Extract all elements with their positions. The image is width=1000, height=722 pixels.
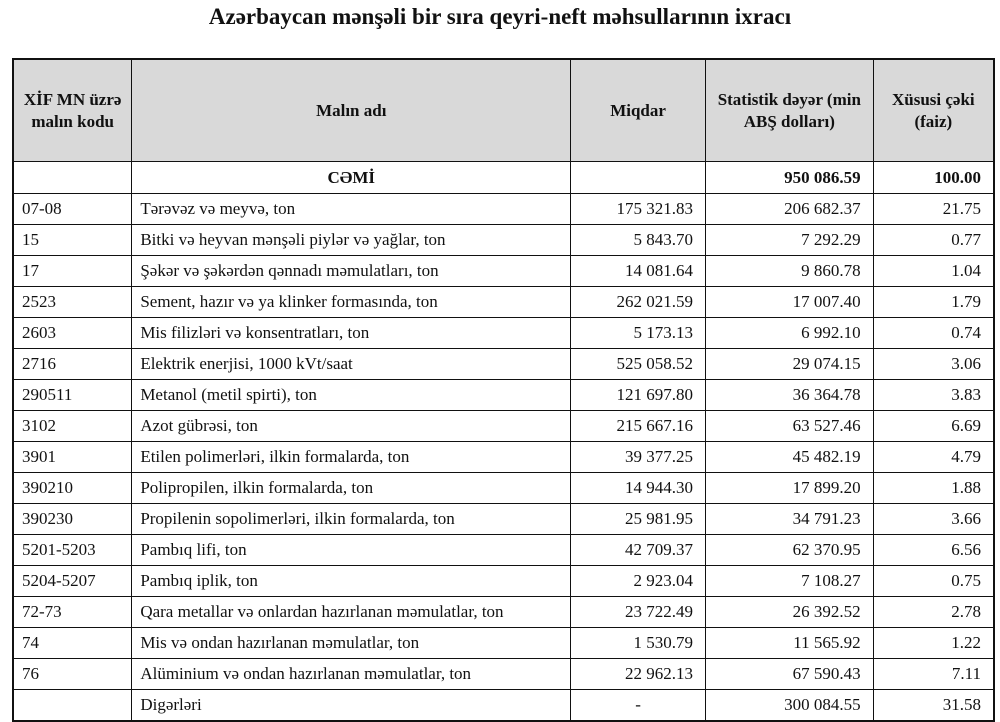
- table-row: [13, 225, 994, 256]
- cell-code: 5204-5207: [13, 566, 132, 597]
- cell-quantity: 121 697.80: [571, 380, 706, 411]
- table-row: [13, 380, 994, 411]
- cell-name: Bitki və heyvan mənşəli piylər və yağlar, ton: [132, 225, 571, 256]
- table-row: [13, 690, 994, 722]
- total-row: [13, 162, 994, 194]
- cell-value: 7 292.29: [705, 225, 873, 256]
- cell-share: 1.79: [873, 287, 994, 318]
- cell-value: 26 392.52: [705, 597, 873, 628]
- cell-share: 2.78: [873, 597, 994, 628]
- cell-quantity: 42 709.37: [571, 535, 706, 566]
- cell-code: 390230: [13, 504, 132, 535]
- cell-quantity: 25 981.95: [571, 504, 706, 535]
- cell-share: 0.75: [873, 566, 994, 597]
- total-share: 100.00: [873, 162, 994, 194]
- total-value: 950 086.59: [705, 162, 873, 194]
- cell-value: 67 590.43: [705, 659, 873, 690]
- cell-quantity: 215 667.16: [571, 411, 706, 442]
- cell-code: 74: [13, 628, 132, 659]
- cell-name: Etilen polimerləri, ilkin formalarda, ton: [132, 442, 571, 473]
- cell-name: Şəkər və şəkərdən qənnadı məmulatları, ton: [132, 256, 571, 287]
- cell-value: 45 482.19: [705, 442, 873, 473]
- cell-value: 34 791.23: [705, 504, 873, 535]
- cell-name: Tərəvəz və meyvə, ton: [132, 194, 571, 225]
- cell-name: Mis filizləri və konsentratları, ton: [132, 318, 571, 349]
- total-quantity: [571, 162, 706, 194]
- cell-quantity: 22 962.13: [571, 659, 706, 690]
- cell-code: 07-08: [13, 194, 132, 225]
- cell-value: 63 527.46: [705, 411, 873, 442]
- cell-code: 3901: [13, 442, 132, 473]
- cell-name: Pambıq iplik, ton: [132, 566, 571, 597]
- cell-value: 300 084.55: [705, 690, 873, 722]
- cell-quantity: 175 321.83: [571, 194, 706, 225]
- cell-share: 3.83: [873, 380, 994, 411]
- cell-name: Alüminium və ondan hazırlanan məmulatlar, ton: [132, 659, 571, 690]
- cell-value: 62 370.95: [705, 535, 873, 566]
- cell-quantity: 1 530.79: [571, 628, 706, 659]
- cell-quantity: 525 058.52: [571, 349, 706, 380]
- cell-name: Mis və ondan hazırlanan məmulatlar, ton: [132, 628, 571, 659]
- header-value: Statistik dəyər (min ABŞ dolları): [705, 59, 873, 162]
- cell-quantity: 5 843.70: [571, 225, 706, 256]
- cell-share: 0.74: [873, 318, 994, 349]
- header-quantity: Miqdar: [571, 59, 706, 162]
- cell-name: Elektrik enerjisi, 1000 kVt/saat: [132, 349, 571, 380]
- cell-value: 206 682.37: [705, 194, 873, 225]
- header-code: XİF MN üzrə malın kodu: [13, 59, 132, 162]
- cell-share: 1.88: [873, 473, 994, 504]
- cell-value: 6 992.10: [705, 318, 873, 349]
- cell-name: Propilenin sopolimerləri, ilkin formalarda, ton: [132, 504, 571, 535]
- table-row: [13, 256, 994, 287]
- cell-name: Qara metallar və onlardan hazırlanan məmulatlar, ton: [132, 597, 571, 628]
- header-share: Xüsusi çəki (faiz): [873, 59, 994, 162]
- cell-code: 15: [13, 225, 132, 256]
- cell-quantity: 14 944.30: [571, 473, 706, 504]
- table-row: [13, 659, 994, 690]
- cell-quantity: 14 081.64: [571, 256, 706, 287]
- cell-code: 290511: [13, 380, 132, 411]
- cell-share: 1.04: [873, 256, 994, 287]
- cell-share: 7.11: [873, 659, 994, 690]
- export-table: [12, 58, 995, 722]
- cell-share: 3.06: [873, 349, 994, 380]
- cell-name: Polipropilen, ilkin formalarda, ton: [132, 473, 571, 504]
- table-row: [13, 473, 994, 504]
- cell-quantity: 5 173.13: [571, 318, 706, 349]
- total-code: [13, 162, 132, 194]
- cell-code: 5201-5203: [13, 535, 132, 566]
- table-row: [13, 442, 994, 473]
- table-row: [13, 504, 994, 535]
- total-label: CƏMİ: [132, 162, 571, 194]
- cell-quantity: 23 722.49: [571, 597, 706, 628]
- cell-value: 36 364.78: [705, 380, 873, 411]
- table-row: [13, 287, 994, 318]
- cell-code: 2603: [13, 318, 132, 349]
- page-title: Azərbaycan mənşəli bir sıra qeyri-neft məhsullarının ixracı: [208, 4, 792, 29]
- cell-share: 1.22: [873, 628, 994, 659]
- cell-quantity: 39 377.25: [571, 442, 706, 473]
- header-name: Malın adı: [132, 59, 571, 162]
- table-row: [13, 628, 994, 659]
- cell-code: 2716: [13, 349, 132, 380]
- cell-value: 29 074.15: [705, 349, 873, 380]
- cell-code: 17: [13, 256, 132, 287]
- table-row: [13, 194, 994, 225]
- table-row: [13, 318, 994, 349]
- cell-share: 21.75: [873, 194, 994, 225]
- cell-code: 390210: [13, 473, 132, 504]
- table-row: [13, 566, 994, 597]
- cell-name: Metanol (metil spirti), ton: [132, 380, 571, 411]
- table-row: [13, 597, 994, 628]
- table-row: [13, 349, 994, 380]
- cell-name: Digərləri: [132, 690, 571, 722]
- cell-code: 76: [13, 659, 132, 690]
- cell-quantity: -: [571, 690, 706, 722]
- cell-name: Pambıq lifi, ton: [132, 535, 571, 566]
- cell-value: 17 899.20: [705, 473, 873, 504]
- cell-name: Azot gübrəsi, ton: [132, 411, 571, 442]
- header-row: [13, 59, 994, 162]
- cell-share: 6.56: [873, 535, 994, 566]
- cell-value: 17 007.40: [705, 287, 873, 318]
- cell-code: 72-73: [13, 597, 132, 628]
- cell-quantity: 2 923.04: [571, 566, 706, 597]
- cell-quantity: 262 021.59: [571, 287, 706, 318]
- cell-code: 3102: [13, 411, 132, 442]
- table-row: [13, 411, 994, 442]
- cell-name: Sement, hazır və ya klinker formasında, ton: [132, 287, 571, 318]
- table-row: [13, 535, 994, 566]
- cell-value: 11 565.92: [705, 628, 873, 659]
- cell-share: 4.79: [873, 442, 994, 473]
- cell-share: 3.66: [873, 504, 994, 535]
- cell-code: [13, 690, 132, 722]
- cell-share: 31.58: [873, 690, 994, 722]
- cell-value: 7 108.27: [705, 566, 873, 597]
- cell-value: 9 860.78: [705, 256, 873, 287]
- cell-share: 6.69: [873, 411, 994, 442]
- cell-share: 0.77: [873, 225, 994, 256]
- cell-code: 2523: [13, 287, 132, 318]
